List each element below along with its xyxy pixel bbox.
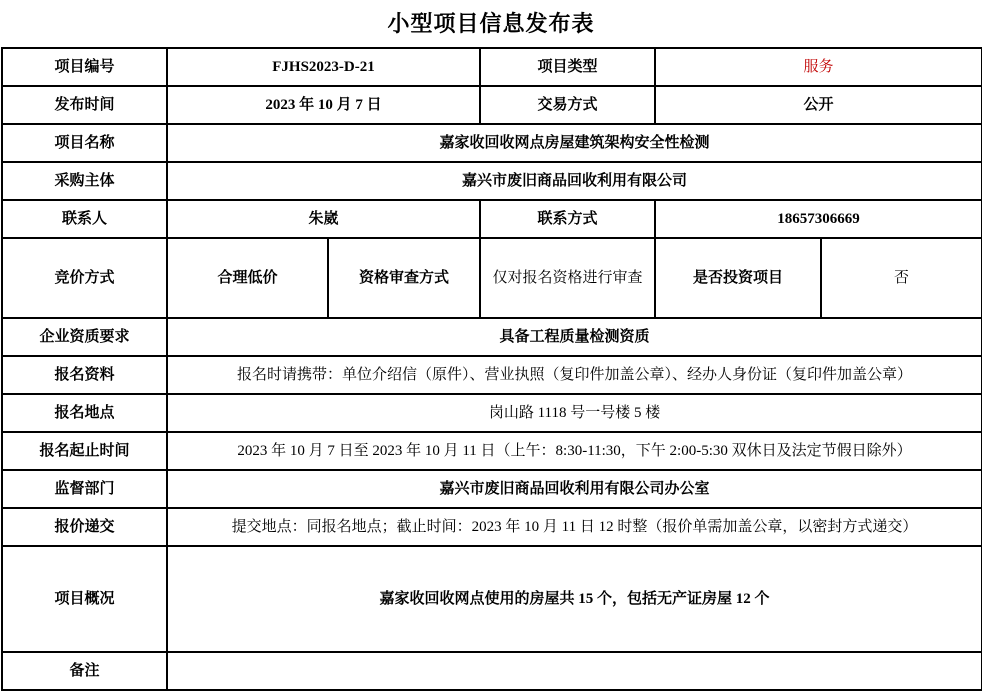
row-project-name	[2, 124, 982, 162]
project-overview-value: 嘉家收回收网点使用的房屋共 15 个，包括无产证房屋 12 个	[167, 546, 982, 652]
contact-person-label: 联系人	[2, 200, 167, 238]
row-contact	[2, 200, 982, 238]
project-type-label: 项目类型	[480, 48, 655, 86]
row-registration-materials	[2, 356, 982, 394]
row-enterprise-qualification	[2, 318, 982, 356]
investment-project-label: 是否投资项目	[655, 238, 821, 318]
registration-place-label: 报名地点	[2, 394, 167, 432]
qualification-review-value: 仅对报名资格进行审查	[480, 238, 655, 318]
row-remarks	[2, 652, 982, 690]
row-project-overview	[2, 546, 982, 652]
contact-person-value: 朱崴	[167, 200, 480, 238]
investment-project-value: 否	[821, 238, 982, 318]
trade-mode-value: 公开	[655, 86, 982, 124]
row-quotation-submission	[2, 508, 982, 546]
row-registration-place	[2, 394, 982, 432]
purchaser-label: 采购主体	[2, 162, 167, 200]
row-purchaser	[2, 162, 982, 200]
row-supervision-department	[2, 470, 982, 508]
enterprise-qualification-value: 具备工程质量检测资质	[167, 318, 982, 356]
publish-date-value: 2023 年 10 月 7 日	[167, 86, 480, 124]
bidding-method-label: 竞价方式	[2, 238, 167, 318]
contact-phone-value: 18657306669	[655, 200, 982, 238]
project-number-value: FJHS2023-D-21	[167, 48, 480, 86]
registration-materials-label: 报名资料	[2, 356, 167, 394]
project-number-label: 项目编号	[2, 48, 167, 86]
supervision-department-label: 监督部门	[2, 470, 167, 508]
purchaser-value: 嘉兴市废旧商品回收利用有限公司	[167, 162, 982, 200]
project-overview-label: 项目概况	[2, 546, 167, 652]
quotation-submission-value: 提交地点：同报名地点；截止时间：2023 年 10 月 11 日 12 时整（报价单需加盖公章，以密封方式递交）	[167, 508, 982, 546]
row-bidding	[2, 238, 982, 318]
row-registration-period	[2, 432, 982, 470]
page-title: 小型项目信息发布表	[387, 11, 595, 36]
trade-mode-label: 交易方式	[480, 86, 655, 124]
row-project-number	[2, 48, 982, 86]
registration-materials-value: 报名时请携带：单位介绍信（原件）、营业执照（复印件加盖公章）、经办人身份证（复印件加盖公章）	[167, 356, 982, 394]
bidding-method-value: 合理低价	[167, 238, 328, 318]
registration-period-value: 2023 年 10 月 7 日至 2023 年 10 月 11 日（上午：8:30-11:30，下午 2:00-5:30 双休日及法定节假日除外）	[167, 432, 982, 470]
project-name-value: 嘉家收回收网点房屋建筑架构安全性检测	[167, 124, 982, 162]
row-publish-date	[2, 86, 982, 124]
project-name-label: 项目名称	[2, 124, 167, 162]
remarks-value	[167, 652, 982, 690]
registration-period-label: 报名起止时间	[2, 432, 167, 470]
remarks-label: 备注	[2, 652, 167, 690]
project-info-table	[1, 47, 982, 691]
supervision-department-value: 嘉兴市废旧商品回收利用有限公司办公室	[167, 470, 982, 508]
publish-date-label: 发布时间	[2, 86, 167, 124]
project-type-value: 服务	[655, 48, 982, 86]
contact-phone-label: 联系方式	[480, 200, 655, 238]
enterprise-qualification-label: 企业资质要求	[2, 318, 167, 356]
registration-place-value: 岗山路 1118 号一号楼 5 楼	[167, 394, 982, 432]
qualification-review-label: 资格审查方式	[328, 238, 480, 318]
quotation-submission-label: 报价递交	[2, 508, 167, 546]
